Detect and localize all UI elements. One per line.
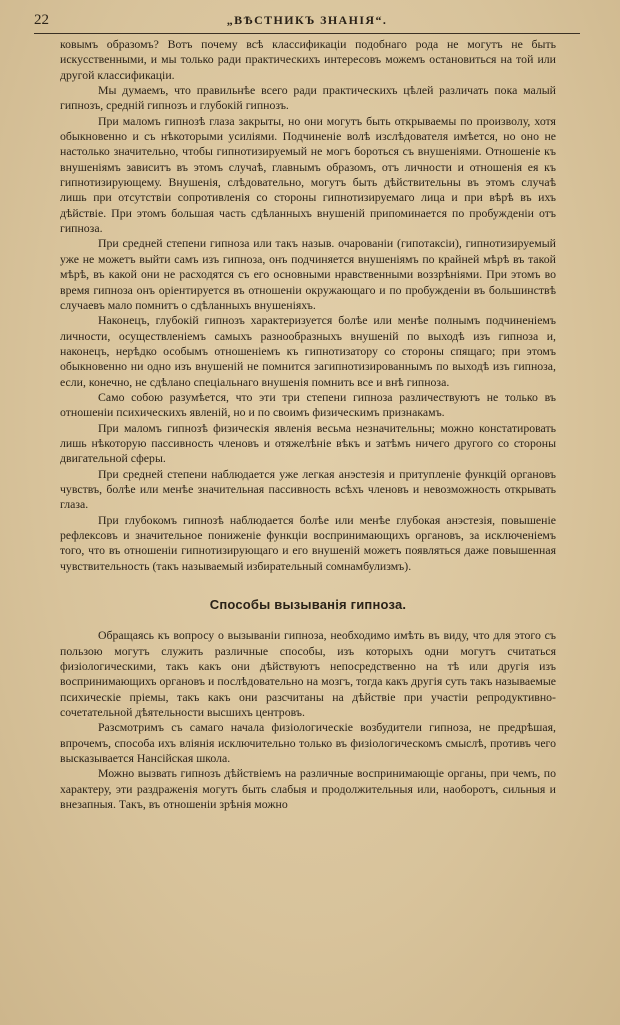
paragraph: При глубокомъ гипнозѣ наблюдается болѣе или менѣе глубокая анэстезія, повышеніе рефлексовъ и значительное пониженіе функціи воспринимающихъ органовъ, за исключеніемъ того, что въ отношеніи гипнотизирующаго и его внушеній можетъ появляться даже повышенная чувствительность (такъ называемый избирательный сомнамбулизмъ). [60,512,556,573]
running-title: „ВѢСТНИКЪ ЗНАНІЯ“. [226,13,388,27]
paragraph: При маломъ гипнозѣ физическія явленія весьма незначительны; можно констатировать лишь нѣкоторую пассивность членовъ и отяжелѣніе вѣкъ и затѣмъ ничего другого со стороны двигательной сферы. [60,420,556,466]
section-heading: Способы вызыванія гипноза. [209,597,407,613]
paragraph: При средней степени гипноза или такъ назыв. очарованіи (гипотаксіи), гипнотизируемый уже не можетъ выйти самъ изъ гипноза, онъ подчиняется внушеніямъ по крайней мѣрѣ въ такой мѣрѣ, въ какой они не расходятся съ его основными нравственными воззрѣніями. При этомъ во время гипноза онъ оріентируется въ отношеніи окружающаго и по пробужденіи въ большинствѣ случаевъ мало помнитъ о сдѣланныхъ внушеніяхъ. [60,236,556,312]
paragraph: При маломъ гипнозѣ глаза закрыты, но они могутъ быть открываемы по произволу, хотя обыкновенно и съ нѣкоторыми усиліями. Подчиненіе волѣ изслѣдователя имѣется, но оно не настолько значительно, чтобы гипнотизируемый не могъ бороться съ внушеніями. Отношеніе къ внушеніямъ зависитъ въ этомъ случаѣ, главнымъ образомъ, отъ личности и отношенія ея къ гипнотизирующему. Внушенія, слѣдовательно, могутъ быть дѣйствительны въ этомъ случаѣ лишь при отсутствіи сопротивленія со стороны гипнотизируемаго лица и при вѣрѣ въ ихъ дѣйствіе. При этомъ большая часть сдѣланныхъ внушеній припоминается по пробужденіи отъ гипноза. [60,113,556,236]
paragraph: Можно вызвать гипнозъ дѣйствіемъ на различные воспринимающіе органы, при чемъ, по характеру, эти раздраженія могутъ быть слабыя и продолжительныя или, наоборотъ, сильныя и внезапныя. Такъ, въ отношеніи зрѣнія можно [60,766,556,812]
paragraph: Обращаясь къ вопросу о вызываніи гипноза, необходимо имѣть въ виду, что для этого съ пользою могутъ служить различные способы, изъ которыхъ одни могутъ считаться физіологическими, такъ какъ они дѣйствуютъ непосредственно на тѣ или другія изъ воспринимающихъ органовъ и послѣдовательно на мозгъ, тогда какъ другія суть такъ называемые психическіе пріемы, такъ какъ они разсчитаны на дѣйствіе при участіи репродуктивно-сочетательной дѣятельности высшихъ центровъ. [60,628,556,720]
article-body [60,37,556,813]
paragraph: ковымъ образомъ? Вотъ почему всѣ классификаціи подобнаго рода не могутъ не быть искусственными, и мы только ради практическихъ интересовъ можемъ остановиться на той или другой классификаціи. [60,37,556,82]
paragraph: При средней степени наблюдается уже легкая анэстезія и притупленіе функцій органовъ чувствъ, болѣе или менѣе значительная пассивность всѣхъ членовъ и невозможность открывать глаза. [60,466,556,512]
page-number: 22 [34,12,49,28]
header-rule [34,33,580,34]
paragraph: Само собою разумѣется, что эти три степени гипноза различествуютъ не только въ отношеніи психическихъ явленій, но и по своимъ физическимъ признакамъ. [60,389,556,420]
paragraph: Наконецъ, глубокій гипнозъ характеризуется болѣе или менѣе полнымъ подчиненіемъ личности, осуществленіемъ самыхъ разнообразныхъ внушеній по выходѣ изъ гипноза и, наконецъ, нерѣдко особымъ отношеніемъ къ гипнотизатору со стороны спящаго; при этомъ обыкновенно ни одно изъ внушеній не помнится загипнотизированнымъ по выходѣ изъ гипноза, если, конечно, не сдѣлано спеціальнаго внушенія помнить все и внѣ гипноза. [60,313,556,389]
paragraph: Разсмотримъ съ самаго начала физіологическіе возбудители гипноза, не предрѣшая, впрочемъ, способа ихъ вліянія исключительно только въ физіологическомъ смыслѣ, противъ чего высказывается Нансійская школа. [60,720,556,766]
page-header [34,12,580,32]
paragraph: Мы думаемъ, что правильнѣе всего ради практическихъ цѣлей различать пока малый гипнозъ, средній гипнозъ и глубокій гипнозъ. [60,83,556,113]
